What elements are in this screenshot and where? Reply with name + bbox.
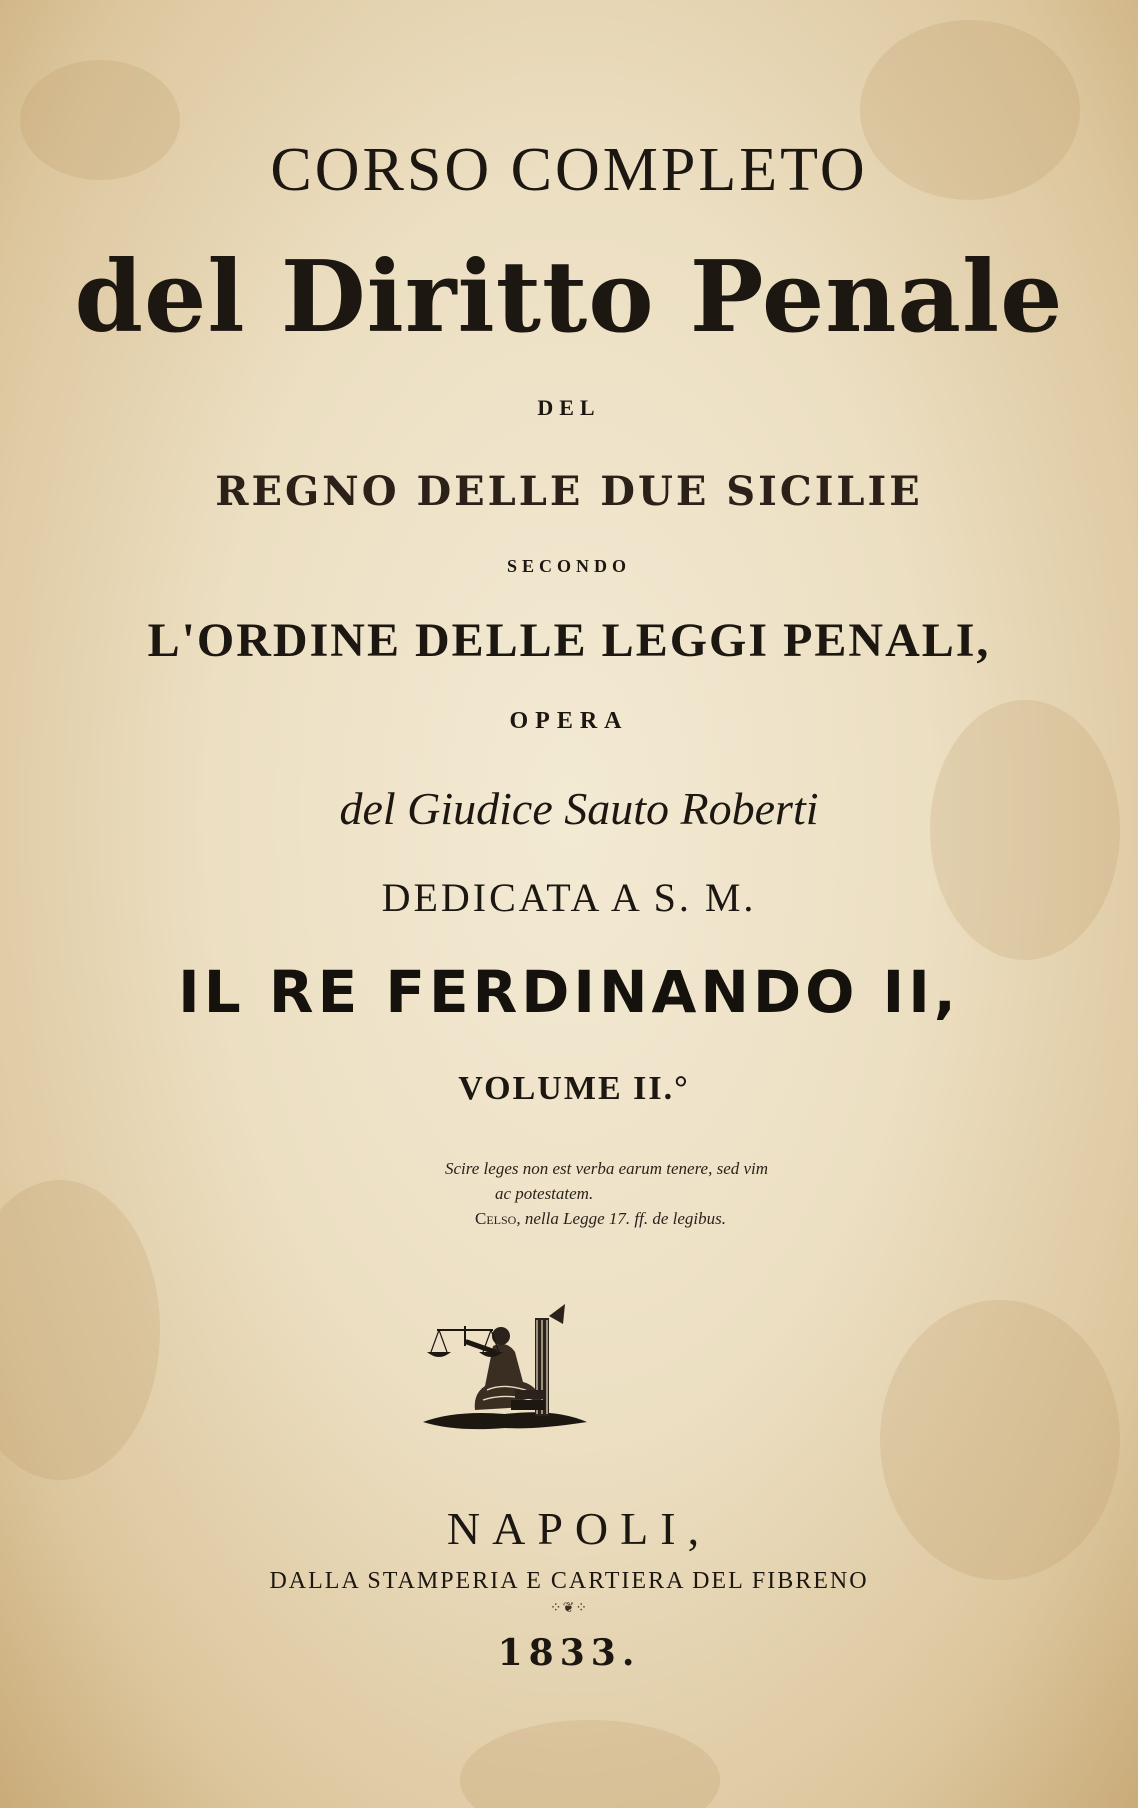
title-corso-completo: CORSO COMPLETO (270, 136, 868, 204)
volume-label (0, 1070, 1138, 1108)
dedicatee-line: IL RE FERDINANDO II, (178, 958, 960, 1026)
imprint-press: DALLA STAMPERIA E CARTIERA DEL FIBRENO (269, 1568, 869, 1594)
author-line (0, 782, 1138, 835)
title-diritto-penale: del Diritto Penale (74, 240, 1064, 355)
title-ordine-leggi: L'ORDINE DELLE LEGGI PENALI, (147, 614, 991, 667)
author-name: del Giudice Sauto Roberti (339, 783, 819, 834)
imprint-city (0, 1502, 1138, 1555)
imprint-city-text: NAPOLI, (446, 1503, 712, 1554)
epigraph-line-1: Scire leges non est verba earum tenere, sed vim (445, 1159, 769, 1178)
title-del: DEL (537, 395, 601, 420)
epigraph-author: Celso (475, 1209, 517, 1228)
title-opera: OPERA (509, 708, 629, 734)
epigraph (445, 1156, 915, 1231)
title-secondo: SECONDO (506, 556, 631, 576)
epigraph-source: , nella Legge 17. ff. de legibus. (516, 1209, 726, 1228)
imprint-year: 1833. (497, 1632, 641, 1674)
justice-figure-icon (415, 1290, 595, 1440)
dedication-line: DEDICATA A S. M. (381, 875, 757, 920)
paper-stain (0, 1180, 160, 1480)
imprint-ornament: ⁘❦⁘ (549, 1600, 589, 1616)
epigraph-attribution (445, 1206, 915, 1231)
title-regno: REGNO DELLE DUE SICILIE (215, 468, 923, 515)
epigraph-line-2: ac potestatem. (495, 1184, 594, 1203)
paper-stain (460, 1720, 720, 1808)
volume-text: VOLUME II.° (458, 1070, 690, 1107)
